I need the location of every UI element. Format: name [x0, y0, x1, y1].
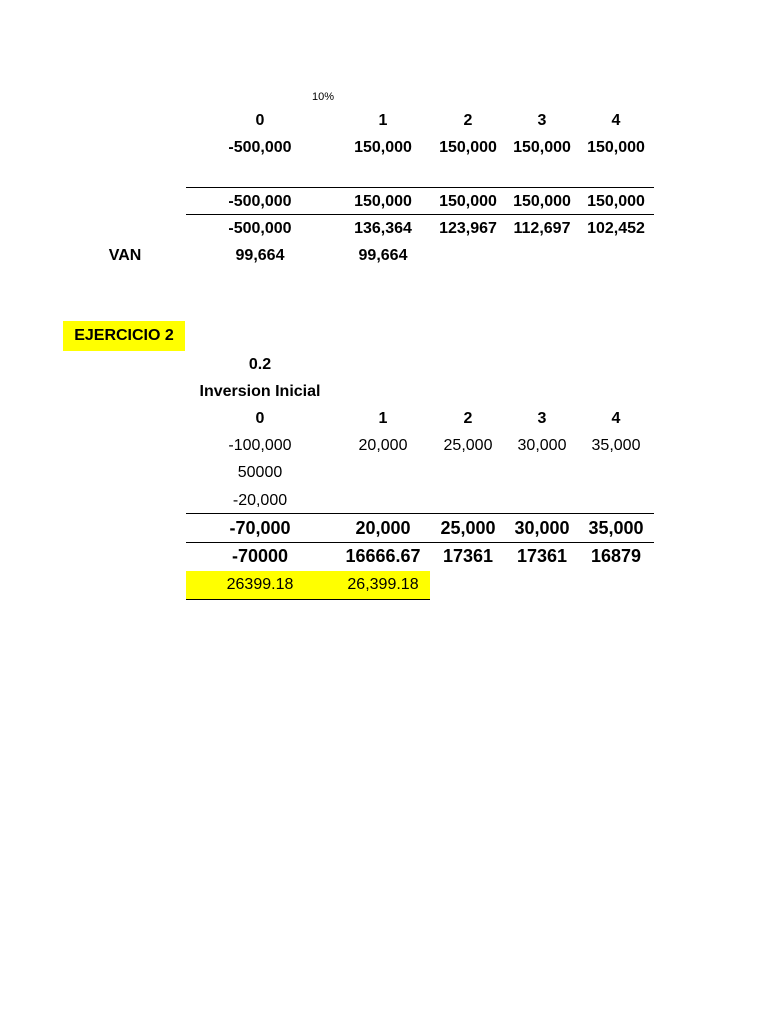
ex2-period-2: 2: [463, 410, 473, 427]
ex1-period-1: 1: [378, 112, 388, 129]
ex2-period-0: 0: [255, 410, 265, 427]
ex2-van-underline: [186, 599, 430, 600]
ex1-net-flow-3: 150,000: [513, 193, 571, 210]
ex1-cash-flow-0: -500,000: [228, 139, 292, 156]
ex2-row1-1: 20,000: [358, 437, 408, 454]
ex1-net-flow-4: 150,000: [587, 193, 645, 210]
ex2-row1-4: 35,000: [591, 437, 641, 454]
ex1-net-flow-0: -500,000: [228, 193, 292, 210]
ex2-divider-top: [186, 513, 654, 514]
ex1-discounted-flow-4: 102,452: [587, 220, 645, 237]
ex1-van-label: VAN: [108, 247, 142, 264]
ex2-discounted-flow-2: 17361: [442, 546, 494, 566]
ex2-period-3: 3: [537, 410, 547, 427]
ex1-period-4: 4: [611, 112, 621, 129]
ex2-period-4: 4: [611, 410, 621, 427]
ex1-cash-flow-2: 150,000: [439, 139, 497, 156]
ex2-van-value: 26399.18: [226, 576, 294, 593]
ex2-subtitle: Inversion Inicial: [199, 383, 321, 400]
ex2-discounted-flow-1: 16666.67: [345, 546, 421, 566]
ex1-discounted-flow-1: 136,364: [354, 220, 412, 237]
ex2-discounted-flow-3: 17361: [516, 546, 568, 566]
ex1-period-0: 0: [255, 112, 265, 129]
ex2-net-flow-0: -70,000: [229, 518, 291, 538]
ex2-title: EJERCICIO 2: [74, 327, 174, 344]
ex1-net-flow-1: 150,000: [354, 193, 412, 210]
ex1-divider-bottom: [186, 214, 654, 215]
ex2-net-flow-4: 35,000: [588, 518, 644, 538]
ex2-row1-0: -100,000: [228, 437, 292, 454]
ex2-net-flow-2: 25,000: [440, 518, 496, 538]
ex2-van-check-value: 26,399.18: [347, 576, 419, 593]
ex1-period-2: 2: [463, 112, 473, 129]
ex1-discounted-flow-3: 112,697: [513, 220, 571, 237]
ex2-period-1: 1: [378, 410, 388, 427]
ex1-divider-top: [186, 187, 654, 188]
ex1-van-check-value: 99,664: [358, 247, 408, 264]
ex1-net-flow-2: 150,000: [439, 193, 497, 210]
ex1-period-3: 3: [537, 112, 547, 129]
ex1-cash-flow-1: 150,000: [354, 139, 412, 156]
ex1-discounted-flow-0: -500,000: [228, 220, 292, 237]
ex2-discounted-flow-0: -70000: [231, 546, 289, 566]
ex2-rate: 0.2: [248, 356, 272, 373]
ex2-row1-2: 25,000: [443, 437, 493, 454]
ex1-discounted-flow-2: 123,967: [439, 220, 497, 237]
ex2-row2-0: 50000: [237, 464, 283, 481]
ex1-rate: 10%: [311, 91, 335, 103]
ex1-cash-flow-3: 150,000: [513, 139, 571, 156]
ex1-van-value: 99,664: [235, 247, 285, 264]
ex1-cash-flow-4: 150,000: [587, 139, 645, 156]
ex2-row1-3: 30,000: [517, 437, 567, 454]
ex2-net-flow-1: 20,000: [355, 518, 411, 538]
ex2-row3-0: -20,000: [232, 492, 288, 509]
ex2-net-flow-3: 30,000: [514, 518, 570, 538]
ex2-discounted-flow-4: 16879: [590, 546, 642, 566]
